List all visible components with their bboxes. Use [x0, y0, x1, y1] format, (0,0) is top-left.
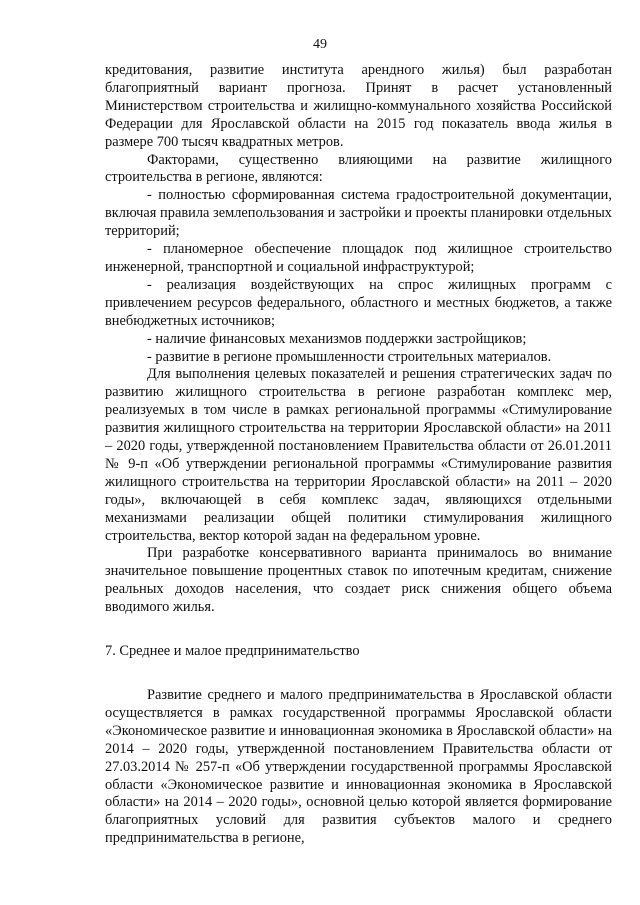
list-item: - планомерное обеспечение площадок под жилищное строительство инженерной, транспортной и социальной инфраструктурой; [105, 241, 612, 275]
document-body [105, 62, 612, 848]
list-item: - полностью сформированная система градостроительной документации, включая правила землепользования и застройки и проекты планировки отдельных территорий; [105, 187, 612, 240]
paragraph: кредитования, развитие института арендного жилья) был разработан благоприятный вариант прогноза. Принят в расчет установленный Министерством строительства и жилищно-коммунального хозяйства Российской Федерации для Ярославской области на 2015 год показатель ввода жилья в размере 700 тысяч квадратных метров. [105, 62, 612, 150]
paragraph: Для выполнения целевых показателей и решения стратегических задач по развитию жилищного строительства в регионе разработан комплекс мер, реализуемых в том числе в рамках региональной программы «Стимулирование развития жилищного строительства на территории Ярославской области» на 2011 – 2020 годы, утвержденной постановлением Правительства области от 26.01.2011 № 9-п «Об утверждении региональной программы «Стимулирование развития жилищного строительства на территории Ярославской области» на 2011 – 2020 годы», включающей в себя комплекс задач, являющихся отдельными механизмами реализации общей политики стимулирования жилищного строительства, вектор которой задан на федеральном уровне. [105, 366, 612, 544]
section-heading: 7. Среднее и малое предпринимательство [105, 643, 360, 660]
list-item: - реализация воздействующих на спрос жилищных программ с привлечением ресурсов федерального, областного и местных бюджетов, а также внебюджетных источников; [105, 276, 612, 329]
list-item: - наличие финансовых механизмов поддержки застройщиков; [147, 330, 527, 347]
paragraph: Факторами, существенно влияющими на развитие жилищного строительства в регионе, являются: [105, 151, 612, 186]
list-item: - развитие в регионе промышленности строительных материалов. [147, 348, 552, 365]
paragraph: При разработке консервативного варианта принималось во внимание значительное повышение процентных ставок по ипотечным кредитам, снижение реальных доходов населения, что создает риск снижения общего объема вводимого жилья. [105, 545, 612, 616]
paragraph: Развитие среднего и малого предпринимательства в Ярославской области осуществляется в рамках государственной программы Ярославской области «Экономическое развитие и инновационная экономика в Ярославской области» на 2014 – 2020 годы, утвержденной постановлением Правительства области от 27.03.2014 № 257-п «Об утверждении государственной программы Ярославской области «Экономическое развитие и инновационная экономика в Ярославской области» на 2014 – 2020 годы», основной целью которой является формирование благоприятных условий для развития субъектов малого и среднего предпринимательства в регионе, [105, 687, 612, 847]
page-number: 49 [313, 37, 327, 52]
